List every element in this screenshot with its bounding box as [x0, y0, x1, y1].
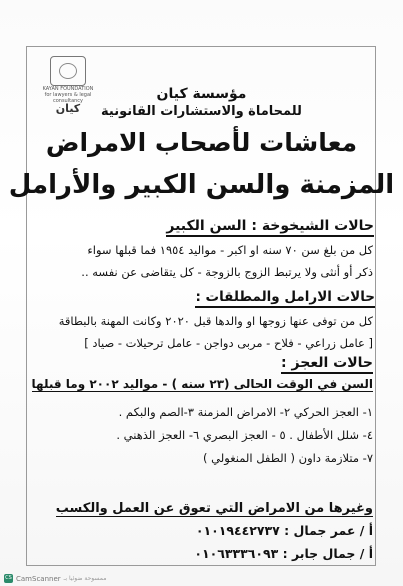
logo-small-text-2: for lawyers & legal consultancy: [44, 92, 92, 104]
organization-subtitle: للمحاماة والاستشارات القانونية: [101, 104, 302, 119]
logo-emblem-icon: [50, 56, 86, 86]
disability-list-line3: ٧- متلازمة داون ( الطفل المنغولي ): [203, 451, 373, 465]
page-title-line2: المزمنة والسن الكبير والأرامل: [8, 170, 395, 200]
widows-text-line1: كل من توفى عنها زوجها او والدها قبل ٢٠٢٠ وكانت المهنة بالبطاقة: [58, 314, 373, 328]
disability-list-line1: ١- العجز الحركي ٢- الامراض المزمنة ٣-الصم والبكم .: [118, 405, 373, 419]
disability-list-line2: ٤- شلل الأطفال . ٥ - العجز البصري ٦- العجز الذهني .: [116, 428, 373, 442]
widows-heading: حالات الارامل والمطلقات :: [195, 289, 375, 308]
logo-small-text-1: KAYAN FOUNDATION: [42, 86, 94, 92]
organization-name: مؤسسة كيان: [156, 86, 247, 102]
seniority-text-line1: كل من بلغ سن ٧٠ سنه او اكبر - مواليد ١٩٥٤ فما قبلها سواء: [87, 243, 373, 257]
seniority-text-line2: ذكر أو أنثى ولا يرتبط الزوج بالزوجة - كل يتقاضى عن نفسه ..: [81, 265, 373, 279]
widows-text-line2: [ عامل زراعي - فلاح - مربى دواجن - عامل ترحيلات - صياد ]: [84, 336, 373, 350]
closing-statement: وغيرها من الامراض التي تعوق عن العمل والكسب: [55, 501, 373, 516]
page-title-line1: معاشات لأصحاب الامراض: [45, 128, 358, 157]
seniority-heading: حالات الشيخوخة : السن الكبير: [166, 218, 374, 237]
camscanner-label: CamScanner: [16, 574, 61, 583]
contact-omar: أ / عمر جمال : ٠١٠١٩٤٤٢٧٣٧: [195, 523, 373, 538]
logo-brand: كيان: [55, 102, 81, 115]
disability-age-line: السن في الوقت الحالى (٢٣ سنه ) - مواليد ٢٠٠٢ وما قبلها: [31, 377, 373, 391]
camscanner-icon: CS: [5, 575, 12, 581]
camscanner-watermark: [4, 574, 106, 583]
disability-heading: حالات العجز :: [281, 355, 373, 374]
contact-gamal: أ / جمال جابر : ٠١٠٦٣٣٣٦٠٩٣: [194, 546, 373, 561]
camscanner-arabic: ممسوحة ضوئيا بـ: [63, 575, 107, 582]
